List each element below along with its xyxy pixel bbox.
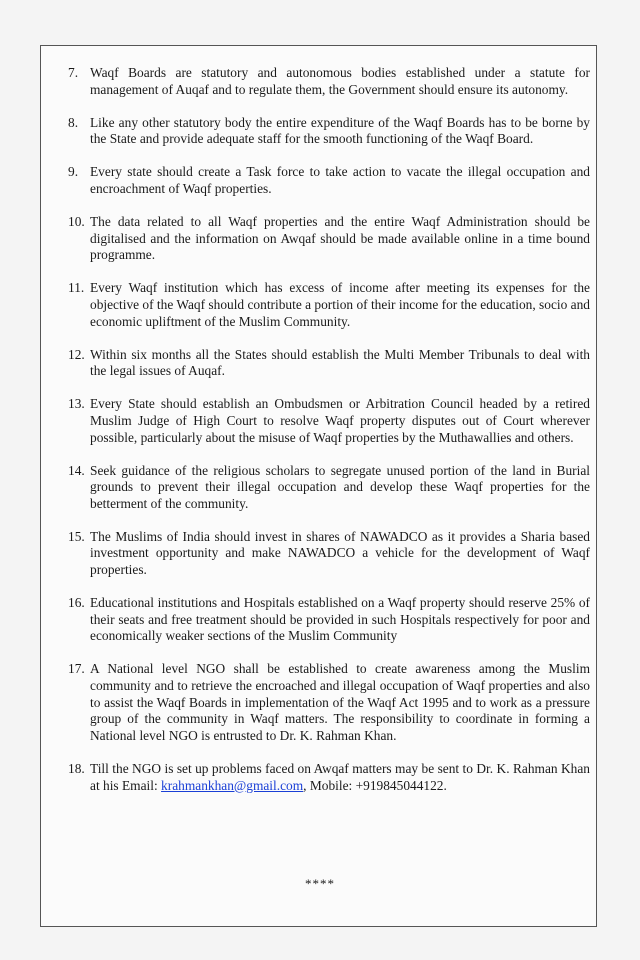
item-text: Within six months all the States should establish the Multi Member Tribunals to deal with the legal issues of Auqaf. — [90, 346, 590, 379]
item-number: 18. — [68, 760, 85, 776]
item-number: 16. — [68, 595, 85, 611]
item-text: Every Waqf institution which has excess of income after meeting its expenses for the objective of the Waqf should contribute a portion of their income for the education, socio and economic upliftment of the Muslim Community. — [90, 280, 590, 329]
item-number: 11. — [68, 280, 85, 296]
item-number: 7. — [68, 65, 79, 80]
item-text: Waqf Boards are statutory and autonomous bodies established under a statute for management of Auqaf and to regulate them, the Government should ensure its autonomy. — [90, 65, 590, 97]
item-number: 8. — [68, 114, 79, 130]
item-number: 17. — [68, 661, 85, 677]
item-text — [90, 761, 590, 794]
item-text: The Muslims of India should invest in shares of NAWADCO as it provides a Sharia based investment opportunity and make NAWADCO a vehicle for the development of Waqf properties. — [90, 528, 590, 578]
list-item — [68, 164, 590, 197]
contact-text-before: Till the NGO is set up problems faced on Awqaf matters may be sent to Dr. K. Rahman Khan at his Email: — [90, 760, 590, 793]
list-item — [68, 214, 590, 264]
item-number: 14. — [68, 462, 85, 478]
recommendations-list — [68, 65, 590, 811]
item-number: 12. — [68, 346, 85, 362]
list-item — [68, 115, 590, 148]
list-item — [68, 463, 590, 513]
list-item — [68, 661, 590, 744]
item-text: Educational institutions and Hospitals established on a Waqf property should reserve 25% of their seats and free treatment should be provided in such Hospitals respectively for poor and economically weaker sections of the Muslim Community — [90, 595, 590, 644]
list-item — [68, 65, 590, 98]
item-number: 10. — [68, 214, 85, 230]
item-number: 9. — [68, 164, 79, 180]
list-item — [68, 280, 590, 330]
contact-text-after: , Mobile: +919845044122. — [303, 777, 447, 793]
list-item-contact — [68, 761, 590, 794]
email-link[interactable]: krahmankhan@gmail.com — [161, 777, 304, 793]
list-item — [68, 396, 590, 446]
list-item — [68, 347, 590, 380]
item-number: 13. — [68, 396, 85, 412]
item-text: A National level NGO shall be established to create awareness among the Muslim community and to retrieve the encroached and illegal occupation of Waqf properties and also to assist the Waqf Boards in implementation of the Waqf Act 1995 and to work as a pressure group of the community in Waqf matters. The responsibility to coordinate in forming a National level NGO is entrusted to Dr. K. Rahman Khan. — [90, 661, 590, 743]
item-number: 15. — [68, 528, 85, 544]
end-of-document-mark: **** — [305, 876, 335, 891]
item-text: Every state should create a Task force to take action to vacate the illegal occupation and encroachment of Waqf properties. — [90, 164, 590, 196]
item-text: Every State should establish an Ombudsmen or Arbitration Council headed by a retired Muslim Judge of High Court to resolve Waqf property disputes out of Court wherever possible, particularly about the misuse of Waqf properties by the Muthawallies and others. — [90, 396, 590, 445]
list-item — [68, 529, 590, 579]
item-text: The data related to all Waqf properties and the entire Waqf Administration should be digitalised and the information on Awqaf should be made available online in a time bound programme. — [90, 214, 590, 263]
list-item — [68, 595, 590, 645]
item-text: Seek guidance of the religious scholars to segregate unused portion of the land in Burial grounds to prevent their illegal occupation and develop these Waqf properties for the betterment of the community. — [90, 462, 590, 511]
item-text: Like any other statutory body the entire expenditure of the Waqf Boards has to be borne by the State and provide adequate staff for the smooth functioning of the Waqf Board. — [90, 114, 590, 147]
